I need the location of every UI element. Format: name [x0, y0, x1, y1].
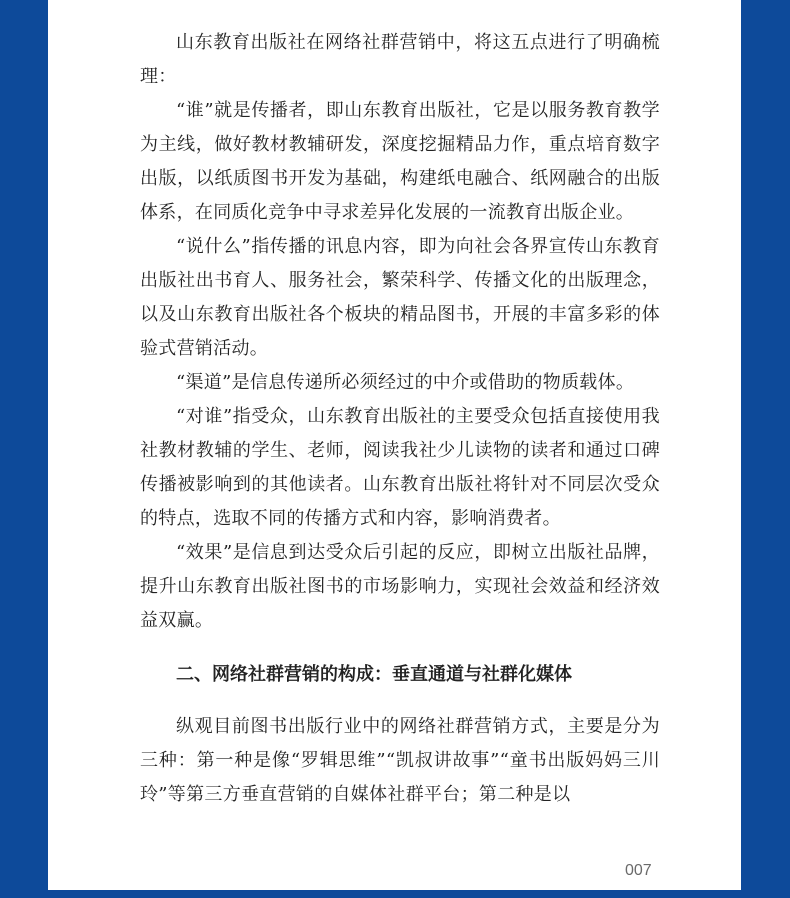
page-content: [140, 26, 660, 812]
paragraph-effect: “效果”是信息到达受众后引起的反应，即树立出版社品牌，提升山东教育出版社图书的市场影响力，实现社会效益和经济效益双赢。: [140, 542, 660, 631]
paragraph-intro: 山东教育出版社在网络社群营销中，将这五点进行了明确梳理：: [140, 32, 660, 87]
document-page: [48, 0, 741, 890]
paragraph-audience: “对谁”指受众，山东教育出版社的主要受众包括直接使用我社教材教辅的学生、老师，阅读我社少儿读物的读者和通过口碑传播被影响到的其他读者。山东教育出版社将针对不同层次受众的特点，选取不同的传播方式和内容，影响消费者。: [140, 406, 660, 529]
paragraph-who: “谁”就是传播者，即山东教育出版社，它是以服务教育教学为主线，做好教材教辅研发，深度挖掘精品力作，重点培育数字出版，以纸质图书开发为基础，构建纸电融合、纸网融合的出版体系，在同质化竞争中寻求差异化发展的一流教育出版企业。: [140, 100, 660, 223]
paragraph-channel: “渠道”是信息传递所必须经过的中介或借助的物质载体。: [176, 372, 635, 393]
paragraph-what: “说什么”指传播的讯息内容，即为向社会各界宣传山东教育出版社出书育人、服务社会，繁荣科学、传播文化的出版理念，以及山东教育出版社各个板块的精品图书，开展的丰富多彩的体验式营销活动。: [140, 236, 660, 359]
page-number: 007: [625, 862, 652, 879]
paragraph-overview: 纵观目前图书出版行业中的网络社群营销方式，主要是分为三种：第一种是像“罗辑思维”“凯叔讲故事”“童书出版妈妈三川玲”等第三方垂直营销的自媒体社群平台；第二种是以: [140, 716, 660, 805]
section-heading: 二、网络社群营销的构成：垂直通道与社群化媒体: [176, 664, 572, 685]
